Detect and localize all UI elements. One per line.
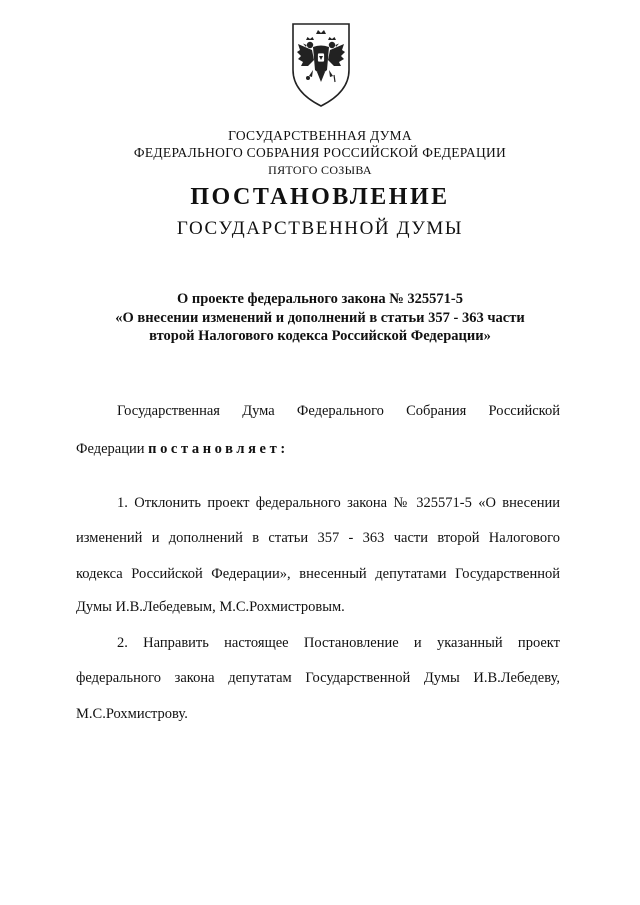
subject-line-1: О проекте федерального закона № 325571-5 — [176, 291, 464, 307]
paragraph-1-line-3: кодекса Российской Федерации», внесенный депутатами Государственной — [76, 566, 560, 582]
document-title: ПОСТАНОВЛЕНИЕ — [190, 184, 450, 210]
document-subtitle: ГОСУДАРСТВЕННОЙ ДУМЫ — [176, 218, 464, 239]
double-headed-eagle-icon — [289, 20, 353, 108]
preamble-line-2 — [76, 440, 289, 458]
header-line-federal-assembly: ФЕДЕРАЛЬНОГО СОБРАНИЯ РОССИЙСКОЙ ФЕДЕРАЦИИ — [133, 145, 507, 160]
subject-line-2: «О внесении изменений и дополнений в статьи 357 - 363 части — [115, 310, 525, 326]
paragraph-2-line-1: 2. Направить настоящее Постановление и указанный проект — [117, 635, 560, 651]
subject-line-3: второй Налогового кодекса Российской Федерации» — [149, 328, 491, 344]
paragraph-1-line-4: Думы И.В.Лебедевым, М.С.Рохмистровым. — [76, 599, 345, 615]
paragraph-2-line-3: М.С.Рохмистрову. — [76, 706, 188, 722]
header-line-duma: ГОСУДАРСТВЕННАЯ ДУМА — [228, 128, 412, 143]
paragraph-2-line-2: федерального закона депутатам Государственной Думы И.В.Лебедеву, — [76, 670, 560, 686]
header-line-convocation: ПЯТОГО СОЗЫВА — [268, 163, 372, 177]
paragraph-1-line-1: 1. Отклонить проект федерального закона № 325571-5 «О внесении — [117, 495, 560, 511]
preamble-line-1: Государственная Дума Федерального Собрания Российской — [117, 403, 560, 419]
coat-of-arms-emblem — [289, 20, 353, 108]
resolves-keyword: постановляет: — [148, 441, 289, 457]
paragraph-1-line-2: изменений и дополнений в статьи 357 - 363 части второй Налогового — [76, 530, 560, 546]
preamble-prefix: Федерации — [76, 441, 149, 457]
